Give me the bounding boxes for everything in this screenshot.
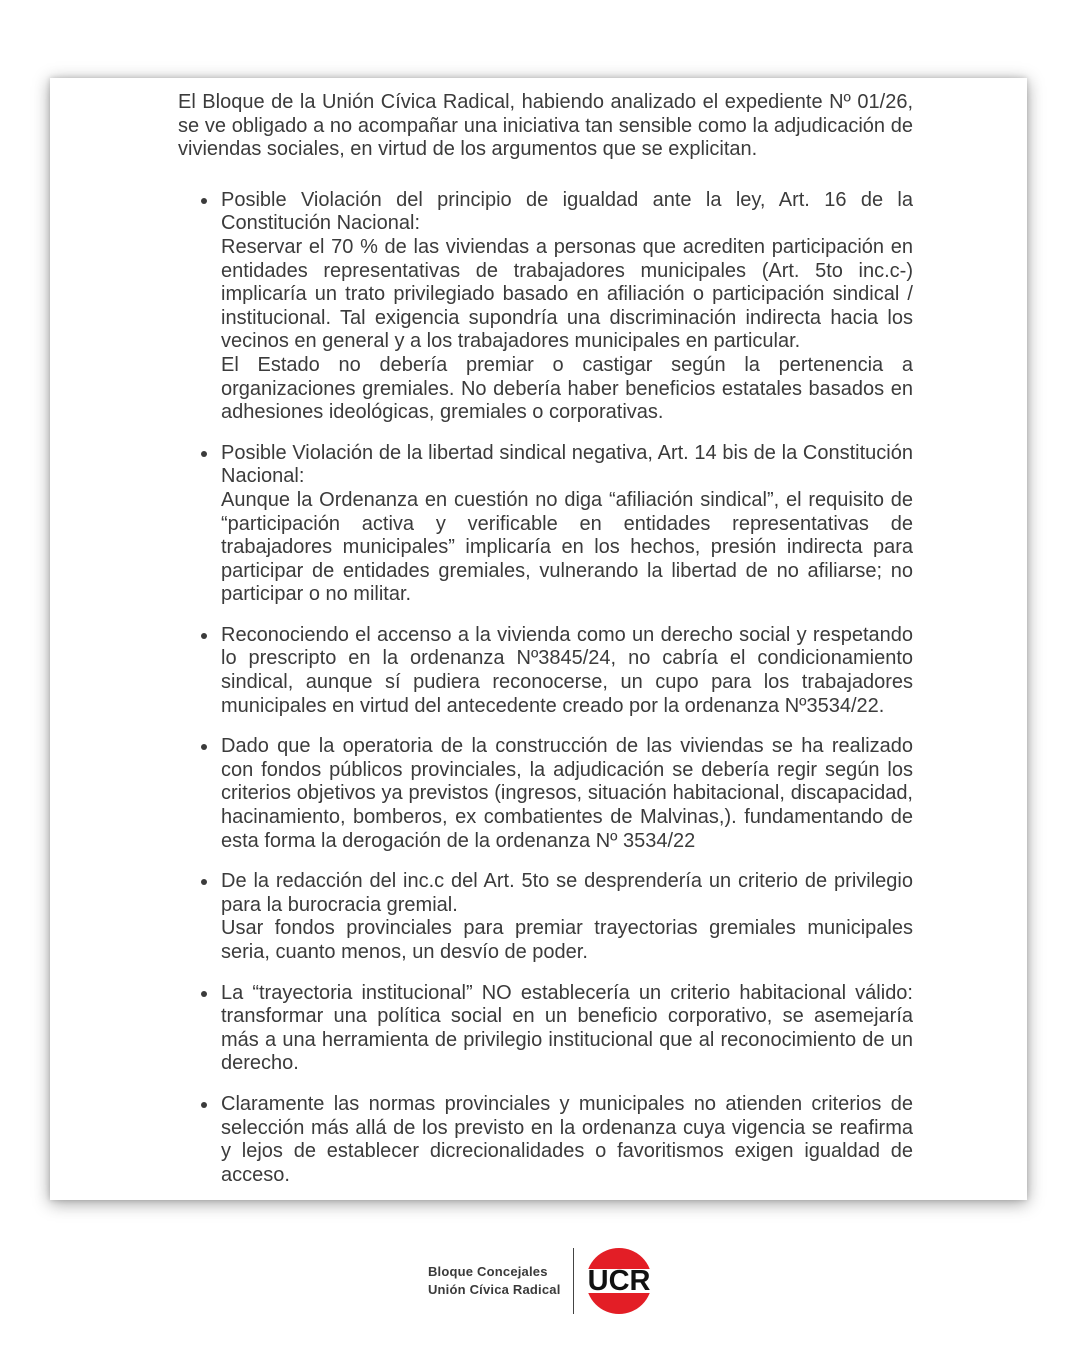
intro-paragraph: El Bloque de la Unión Cívica Radical, habiendo analizado el expediente Nº 01/26, se ve obligado a no acompañar una iniciativa tan sensible como la adjudicación de viviendas sociales, en virtud de los argumentos que se explicitan. [178, 91, 913, 161]
list-item [221, 982, 913, 1076]
list-item [221, 624, 913, 718]
list-item [221, 442, 913, 607]
list-item [221, 1093, 913, 1187]
bullet-paragraph: Posible Violación del principio de igualdad ante la ley, Art. 16 de la Constitución Nacional: [221, 188, 913, 235]
list-item [221, 189, 913, 425]
footer [0, 1248, 1080, 1314]
bullet-paragraph: Reconociendo el accenso a la vivienda como un derecho social y respetando lo prescripto en la ordenanza Nº3845/24, no cabría el condicionamiento sindical, aunque sí pudiera reconocerse, un cupo para los trabajadores municipales en virtud del antecedente creado por la ordenanza Nº3534/22. [221, 623, 913, 717]
list-item [221, 735, 913, 853]
bullet-paragraph: Usar fondos provinciales para premiar trayectorias gremiales municipales seria, cuanto menos, un desvío de poder. [221, 917, 913, 963]
footer-org-line1: Bloque Concejales [427, 1264, 548, 1279]
ucr-logo [586, 1248, 652, 1314]
bullet-paragraph: Claramente las normas provinciales y municipales no atienden criterios de selección más allá de los previsto en la ordenanza cuya vigencia se reafirma y lejos de establecer dicrecionalidades o favoritismos exigen igualdad de acceso. [221, 1092, 913, 1186]
ucr-logo-text: UCR [587, 1265, 651, 1297]
footer-org-line2: Unión Cívica Radical [427, 1282, 561, 1297]
bullet-paragraph: Aunque la Ordenanza en cuestión no diga “afiliación sindical”, el requisito de “participación activa y verificable en entidades representativas de trabajadores municipales” implicaría en los hechos, presión indirecta para participar de entidades gremiales, vulnerando la libertad de no afiliarse; no participar o no militar. [221, 488, 913, 606]
footer-org-name [428, 1263, 561, 1299]
ucr-logo-band [586, 1265, 652, 1297]
bullet-paragraph: La “trayectoria institucional” NO establecería un criterio habitacional válido: transformar una política social en un beneficio corporativo, se asemejaría más a una herramienta de privilegio institucional que al reconocimiento de un derecho. [221, 981, 913, 1075]
bullet-list [178, 189, 913, 1188]
document-page [50, 78, 1027, 1200]
footer-divider [573, 1248, 575, 1314]
bullet-paragraph: El Estado no debería premiar o castigar según la pertenencia a organizaciones gremiales. No debería haber beneficios estatales basados en adhesiones ideológicas, gremiales o corporativas. [221, 353, 913, 424]
list-item [221, 870, 913, 964]
bullet-paragraph: Reservar el 70 % de las viviendas a personas que acrediten participación en entidades representativas de trabajadores municipales (Art. 5to inc.c-) implicaría un trato privilegiado basado en afiliación o participación sindical / institucional. Tal exigencia supondría una discriminación indirecta hacia los vecinos en general y a los trabajadores municipales en particular. [221, 235, 913, 353]
bullet-paragraph: Posible Violación de la libertad sindical negativa, Art. 14 bis de la Constitución Nacional: [221, 441, 913, 488]
bullet-paragraph: De la redacción del inc.c del Art. 5to se desprendería un criterio de privilegio para la burocracia gremial. [221, 870, 913, 916]
bullet-paragraph: Dado que la operatoria de la construcción de las viviendas se ha realizado con fondos públicos provinciales, la adjudicación se debería regir según los criterios objetivos ya previstos (ingresos, situación habitacional, discapacidad, hacinamiento, bomberos, ex combatientes de Malvinas,). fundamentando de esta forma la derogación de la ordenanza Nº 3534/22 [221, 735, 913, 852]
